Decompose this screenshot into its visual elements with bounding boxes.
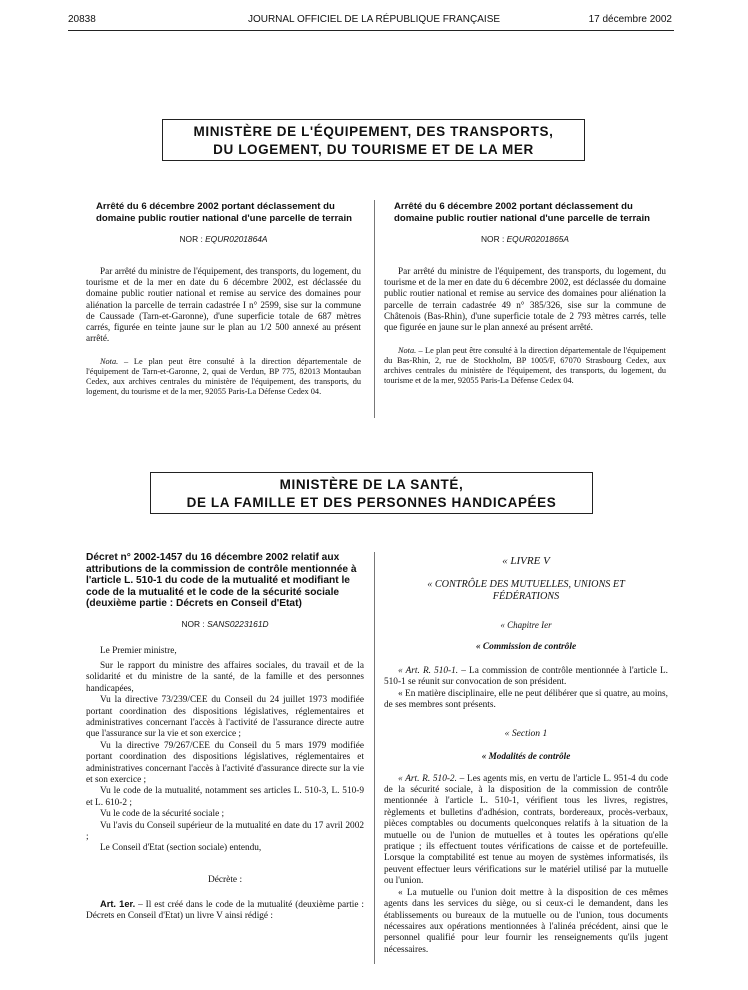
article-r510-2-label: « Art. R. 510-2. [398, 773, 457, 784]
decret-article-1-label: Art. 1er. [100, 898, 136, 909]
journal-title: JOURNAL OFFICIEL DE LA RÉPUBLIQUE FRANÇAISE [247, 14, 501, 25]
arrete-left-nor-label: NOR : [179, 234, 203, 244]
arrete-left-body: Par arrêté du ministre de l'équipement, des transports, du logement, du tourisme et de la mer en date du 6 décembre 2002, est déclassée du domaine public routier national et remise au service des domaines pour aliénation la parcelle de terrain cadastrée I n° 2599, sise sur la commune de Caussade (Tarn-et-Garonne), d'une superficie totale de 687 mètres carrés, figurée en teinte jaune sur le plan au 1/2 500 annexé au présent arrêté. [86, 266, 361, 344]
header-rule [68, 30, 674, 31]
decret-paragraph: Le Premier ministre, [100, 645, 177, 656]
decret-decrete: Décrète : [207, 874, 243, 885]
decret-paragraph: Vu la directive 79/267/CEE du Conseil du 5 mars 1979 modifiée portant coordination des dispositions législatives, réglementaires et administratives concernant l'accès à l'activité d'assurance directe sur la vie et son exercice ; [86, 740, 364, 785]
article-r510-2-paragraph-2: « La mutuelle ou l'union doit mettre à la disposition de ces mêmes agents dans les services du siège, ou si ceux-ci le demandent, dans les établissements ou bureaux de la mutuelle ou de l'union, tous documents nécessaires aux opérations mentionnées à l'alinéa précédent, ainsi que le personnel qualifié pour leur fournir les renseignements qu'ils jugent nécessaires. [384, 887, 668, 955]
arrete-left-nor [86, 234, 361, 244]
decret-paragraph: Vu le code de la sécurité sociale ; [100, 809, 225, 820]
column-divider-top [374, 200, 375, 418]
arrete-left-nor-code: EQUR0201864A [205, 234, 268, 244]
section-heading: « Section 1 [504, 727, 548, 739]
arrete-right-body: Par arrêté du ministre de l'équipement, des transports, du logement, du tourisme et de la mer en date du 6 décembre 2002, est déclassée du domaine public routier national et remise au service des domaines pour aliénation la parcelle de terrain cadastrée 49 n° 385/326, sise sur la commune de Châtenois (Bas-Rhin), d'une superficie totale de 2 793 mètres carrés, telle que figurée en jaune sur le plan annexé au présent arrêté. [384, 266, 666, 333]
article-r510-2 [384, 774, 668, 888]
decret-title: Décret n° 2002-1457 du 16 décembre 2002 relatif aux attributions de la commission de contrôle mentionnée à l'article L. 510-1 du code de la mutualité et modifiant le code de la mutualité et le code de la sécurité sociale (deuxième partie : Décrets en Conseil d'Etat) [86, 552, 357, 609]
page-number: 20838 [68, 14, 96, 25]
ministry-sante-box [150, 472, 593, 514]
decret-paragraph: Sur le rapport du ministre des affaires sociales, du travail et de la solidarité et du ministre de la santé, de la famille et des personnes handicapées, [86, 660, 364, 694]
arrete-left-note-label: Nota. [100, 357, 119, 367]
ministry-equipement-line2: DU LOGEMENT, DU TOURISME ET DE LA MER [213, 142, 534, 157]
arrete-right-note-text: – Le plan peut être consulté à la direction départementale de l'équipement du Bas-Rhin, 2, rue de Stockholm, BP 1005/F, 67070 Strasbourg Cedex, aux archives centrales du ministère de l'équipement, des transports, du logement, du tourisme et de la mer, 92055 Paris-La Défense Cedex 04. [384, 346, 666, 386]
article-r510-2-text: – Les agents mis, en vertu de l'article L. 951-4 du code de la sécurité sociale, à la disposition de la commission de contrôle mentionnée à l'article L. 510-1, vérifient tous les livres, registres, règlements et bulletins d'adhésion, contrats, bordereaux, procès-verbaux, pièces comptables ou documents quelconques relatifs à la situation de la mutuelle ou de l'union de mutuelles et à toutes les opérations qu'elle pratique ; ils effectuent toutes vérifications de caisse et de portefeuille. Lorsque la comptabilité est tenue au moyen de systèmes informatisés, ils peuvent effectuer leurs vérifications sur le matériel utilisé par la mutuelle ou l'union. [384, 773, 668, 887]
article-r510-1 [384, 666, 668, 689]
arrete-right-note [384, 346, 666, 386]
livre-title: « LIVRE V [502, 555, 550, 567]
arrete-left-title: Arrêté du 6 décembre 2002 portant déclassement du domaine public routier national d'une parcelle de terrain [96, 201, 353, 224]
ministry-equipement-line1: MINISTÈRE DE L'ÉQUIPEMENT, DES TRANSPORTS, [193, 124, 554, 139]
arrete-right-title: Arrêté du 6 décembre 2002 portant déclassement du domaine public routier national d'une parcelle de terrain [394, 201, 651, 224]
arrete-right-nor [384, 234, 666, 244]
decret-column [86, 552, 364, 923]
article-r510-1-text: – La commission de contrôle mentionnée à l'article L. 510-1 se réunit sur convocation de son président. [384, 666, 668, 688]
commission-heading: « Commission de contrôle [475, 642, 577, 652]
article-r510-1-label: « Art. R. 510-1. [398, 666, 459, 676]
arrete-left-note [86, 357, 361, 397]
livre-column [384, 555, 668, 956]
page-header [0, 0, 748, 40]
arrete-left-note-text: – Le plan peut être consulté à la direction départementale de l'équipement de Tarn-et-Garonne, 2, quai de Verdun, BP 775, 82013 Montauban Cedex, aux archives centrales du ministère de l'équipement, des transports, du logement, du tourisme et de la mer, 92055 Paris-La Défense Cedex 04. [86, 357, 361, 397]
decret-nor-code: SANS0223161D [207, 618, 269, 629]
article-r510-1-paragraph-2: « En matière disciplinaire, elle ne peut délibérer que si quatre, au moins, de ses membres sont présents. [384, 688, 668, 711]
ministry-sante-line2: DE LA FAMILLE ET DES PERSONNES HANDICAPÉES [186, 495, 557, 510]
decret-paragraph: Le Conseil d'Etat (section sociale) entendu, [100, 843, 262, 854]
arrete-right-nor-label: NOR : [481, 234, 505, 244]
decret-article-1 [86, 899, 364, 923]
decret-nor-label: NOR : [181, 618, 205, 629]
arrete-right-nor-code: EQUR0201865A [506, 234, 569, 244]
decret-nor [86, 619, 364, 629]
decret-paragraph: Vu la directive 73/239/CEE du Conseil du 24 juillet 1973 modifiée portant coordination des dispositions législatives, réglementaires et administratives concernant l'accès à l'activité de l'assurance directe autre que l'assurance sur la vie et son exercice ; [86, 695, 364, 740]
chapitre-heading: « Chapitre Ier [500, 620, 552, 630]
modalites-heading: « Modalités de contrôle [481, 750, 571, 761]
decret-article-1-text: – Il est créé dans le code de la mutualité (deuxième partie : Décrets en Conseil d'Etat) un livre V ainsi rédigé : [86, 899, 365, 922]
arrete-right-note-label: Nota. [398, 346, 417, 356]
ministry-equipement-box [162, 119, 585, 161]
livre-subtitle: « CONTRÔLE DES MUTUELLES, UNIONS ET FÉDÉRATIONS [427, 579, 625, 602]
column-divider-bottom [374, 552, 375, 964]
arrete-left [86, 201, 361, 397]
issue-date: 17 décembre 2002 [588, 14, 672, 25]
decret-paragraph: Vu le code de la mutualité, notamment ses articles L. 510-3, L. 510-9 et L. 610-2 ; [86, 786, 364, 808]
decret-paragraph: Vu l'avis du Conseil supérieur de la mutualité en date du 17 avril 2002 ; [86, 820, 364, 842]
ministry-sante-line1: MINISTÈRE DE LA SANTÉ, [279, 477, 464, 492]
arrete-right [384, 201, 666, 386]
